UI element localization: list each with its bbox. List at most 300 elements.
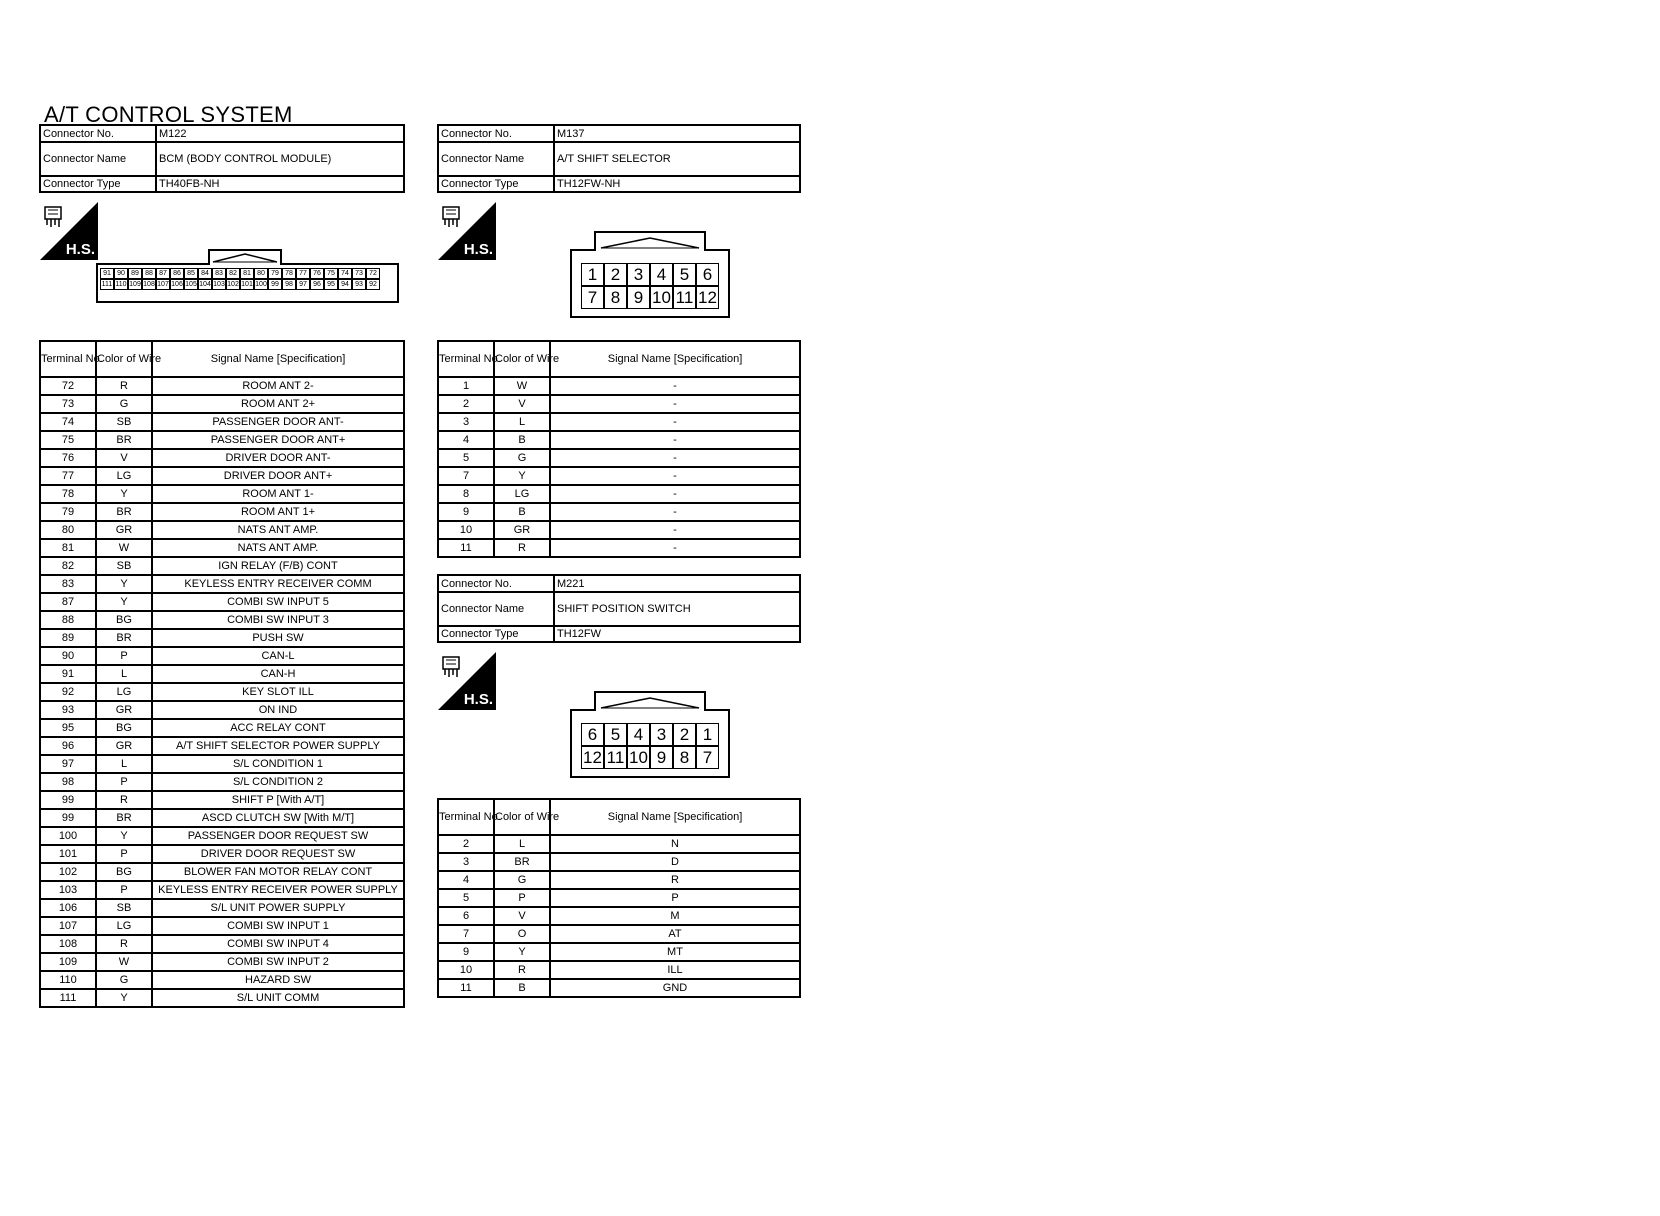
table-row — [40, 827, 404, 845]
terminal-no-cell: 83 — [40, 575, 96, 593]
signal-name-cell: CAN-L — [152, 647, 404, 665]
terminal-no-cell: 80 — [40, 521, 96, 539]
pin-cell: 87 — [156, 268, 170, 279]
signal-name-cell: DRIVER DOOR REQUEST SW — [152, 845, 404, 863]
connector-type-label: Connector Type — [438, 626, 554, 642]
signal-name-cell: - — [550, 467, 800, 485]
terminal-no-cell: 91 — [40, 665, 96, 683]
wire-color-cell: Y — [494, 467, 550, 485]
signal-name-cell: - — [550, 503, 800, 521]
wire-color-cell: P — [96, 773, 152, 791]
terminal-no-cell: 1 — [438, 377, 494, 395]
pin-cell: 93 — [352, 279, 366, 290]
m137-pin-table — [437, 340, 801, 558]
wire-color-cell: P — [96, 881, 152, 899]
table-row — [40, 755, 404, 773]
wire-color-cell: BG — [96, 863, 152, 881]
pin-cell: 102 — [227, 281, 239, 288]
pin-cell: 6 — [696, 263, 719, 286]
connector-icon — [441, 655, 463, 679]
wire-color-cell: B — [494, 431, 550, 449]
wire-color-cell: V — [96, 449, 152, 467]
terminal-no-cell: 7 — [438, 925, 494, 943]
pin-cell: 106 — [171, 281, 183, 288]
signal-name-cell: S/L UNIT POWER SUPPLY — [152, 899, 404, 917]
connector-name-label: Connector Name — [40, 142, 156, 176]
wire-color-cell: GR — [96, 701, 152, 719]
table-row — [438, 889, 800, 907]
table-row — [40, 863, 404, 881]
pin-cell: 7 — [581, 286, 604, 309]
wire-color-cell: G — [494, 449, 550, 467]
wire-color-cell: B — [494, 979, 550, 997]
table-row — [40, 377, 404, 395]
terminal-no-cell: 6 — [438, 907, 494, 925]
connector-name-value: A/T SHIFT SELECTOR — [554, 142, 800, 176]
wire-color-cell: GR — [96, 521, 152, 539]
signal-name-cell: PASSENGER DOOR ANT- — [152, 413, 404, 431]
wire-color-cell: SB — [96, 899, 152, 917]
wire-color-cell: LG — [96, 467, 152, 485]
table-row — [40, 611, 404, 629]
terminal-no-cell: 108 — [40, 935, 96, 953]
pin-cell: 103 — [213, 281, 225, 288]
page-title: A/T CONTROL SYSTEM — [44, 102, 293, 127]
connector-no-label: Connector No. — [438, 125, 554, 142]
wire-color-cell: Y — [96, 989, 152, 1007]
terminal-no-cell: 100 — [40, 827, 96, 845]
signal-name-cell: BLOWER FAN MOTOR RELAY CONT — [152, 863, 404, 881]
terminal-no-cell: 75 — [40, 431, 96, 449]
hs-label: H.S. — [463, 241, 493, 258]
m137-info-table — [437, 124, 801, 193]
wire-color-cell: BR — [96, 809, 152, 827]
signal-name-cell: ROOM ANT 2+ — [152, 395, 404, 413]
terminal-no-cell: 10 — [438, 961, 494, 979]
terminal-no-cell: 92 — [40, 683, 96, 701]
m122-pin-table — [39, 340, 405, 1008]
signal-name-cell: - — [550, 395, 800, 413]
pin-cell: 74 — [338, 268, 352, 279]
pin-cell: 7 — [696, 746, 719, 769]
wire-color-cell: Y — [96, 593, 152, 611]
table-row — [40, 665, 404, 683]
pin-cell: 10 — [650, 286, 673, 309]
table-row — [40, 413, 404, 431]
color-of-wire-header: Color of Wire — [494, 799, 550, 835]
terminal-no-cell: 99 — [40, 809, 96, 827]
table-row — [40, 431, 404, 449]
signal-name-cell: - — [550, 485, 800, 503]
pin-cell: 5 — [604, 723, 627, 746]
terminal-no-cell: 102 — [40, 863, 96, 881]
terminal-no-cell: 73 — [40, 395, 96, 413]
table-row — [40, 575, 404, 593]
table-row — [40, 809, 404, 827]
signal-name-cell: DRIVER DOOR ANT- — [152, 449, 404, 467]
wire-color-cell: BR — [96, 431, 152, 449]
signal-name-cell: SHIFT P [With A/T] — [152, 791, 404, 809]
table-row — [40, 593, 404, 611]
wire-color-cell: L — [96, 755, 152, 773]
terminal-no-cell: 107 — [40, 917, 96, 935]
signal-name-cell: S/L CONDITION 2 — [152, 773, 404, 791]
table-row — [40, 395, 404, 413]
terminal-no-cell: 89 — [40, 629, 96, 647]
m221-pin-table — [437, 798, 801, 998]
terminal-no-cell: 10 — [438, 521, 494, 539]
pin-cell: 104 — [199, 281, 211, 288]
terminal-no-cell: 82 — [40, 557, 96, 575]
wire-color-cell: R — [96, 791, 152, 809]
pin-cell: 110 — [115, 281, 127, 288]
signal-name-cell: GND — [550, 979, 800, 997]
wire-color-cell: LG — [494, 485, 550, 503]
wire-color-cell: G — [96, 395, 152, 413]
pin-cell: 12 — [581, 746, 604, 769]
signal-name-cell: ILL — [550, 961, 800, 979]
signal-name-cell: NATS ANT AMP. — [152, 539, 404, 557]
connector-no-label: Connector No. — [40, 125, 156, 142]
table-row — [40, 683, 404, 701]
terminal-no-cell: 78 — [40, 485, 96, 503]
table-row — [40, 719, 404, 737]
table-row — [40, 503, 404, 521]
signal-name-cell: N — [550, 835, 800, 853]
terminal-no-cell: 5 — [438, 449, 494, 467]
pin-cell: 79 — [268, 268, 282, 279]
signal-name-cell: - — [550, 449, 800, 467]
m221-info-table — [437, 574, 801, 643]
wire-color-cell: G — [494, 871, 550, 889]
pin-cell: 85 — [184, 268, 198, 279]
pin-cell: 5 — [673, 263, 696, 286]
terminal-no-cell: 110 — [40, 971, 96, 989]
wire-color-cell: V — [494, 395, 550, 413]
signal-name-cell: AT — [550, 925, 800, 943]
table-row — [438, 377, 800, 395]
terminal-no-cell: 9 — [438, 503, 494, 521]
terminal-no-cell: 106 — [40, 899, 96, 917]
terminal-no-cell: 9 — [438, 943, 494, 961]
terminal-no-cell: 77 — [40, 467, 96, 485]
pin-cell: 90 — [114, 268, 128, 279]
table-row — [438, 449, 800, 467]
connector-type-value: TH12FW-NH — [554, 176, 800, 192]
signal-name-cell: KEY SLOT ILL — [152, 683, 404, 701]
signal-name-cell: S/L CONDITION 1 — [152, 755, 404, 773]
signal-name-cell: MT — [550, 943, 800, 961]
pin-cell: 99 — [268, 279, 282, 290]
table-row — [40, 629, 404, 647]
signal-name-cell: NATS ANT AMP. — [152, 521, 404, 539]
signal-name-cell: HAZARD SW — [152, 971, 404, 989]
signal-name-cell: A/T SHIFT SELECTOR POWER SUPPLY — [152, 737, 404, 755]
table-row — [40, 989, 404, 1007]
hs-label: H.S. — [65, 241, 95, 258]
wire-color-cell: B — [494, 503, 550, 521]
signal-name-cell: S/L UNIT COMM — [152, 989, 404, 1007]
signal-name-cell: KEYLESS ENTRY RECEIVER COMM — [152, 575, 404, 593]
table-row — [438, 395, 800, 413]
signal-name-cell: IGN RELAY (F/B) CONT — [152, 557, 404, 575]
table-row — [40, 899, 404, 917]
pin-cell: 9 — [627, 286, 650, 309]
wire-color-cell: R — [96, 377, 152, 395]
connector-type-label: Connector Type — [40, 176, 156, 192]
terminal-no-cell: 76 — [40, 449, 96, 467]
table-row — [438, 467, 800, 485]
terminal-no-cell: 93 — [40, 701, 96, 719]
wire-color-cell: L — [96, 665, 152, 683]
wire-color-cell: BG — [96, 611, 152, 629]
pin-cell: 6 — [581, 723, 604, 746]
pin-cell: 1 — [696, 723, 719, 746]
terminal-no-cell: 88 — [40, 611, 96, 629]
terminal-no-header: Terminal No. — [40, 341, 96, 377]
wire-color-cell: G — [96, 971, 152, 989]
connector-no-value: M122 — [156, 125, 404, 142]
pin-cell: 97 — [296, 279, 310, 290]
pin-cell: 3 — [650, 723, 673, 746]
connector-no-value: M137 — [554, 125, 800, 142]
connector-name-value: SHIFT POSITION SWITCH — [554, 592, 800, 626]
pin-cell: 88 — [142, 268, 156, 279]
wire-color-cell: LG — [96, 917, 152, 935]
signal-name-cell: ROOM ANT 2- — [152, 377, 404, 395]
color-of-wire-header: Color of Wire — [96, 341, 152, 377]
terminal-no-cell: 96 — [40, 737, 96, 755]
wire-color-cell: BR — [96, 503, 152, 521]
connector-no-label: Connector No. — [438, 575, 554, 592]
wire-color-cell: W — [96, 539, 152, 557]
signal-name-cell: M — [550, 907, 800, 925]
table-row — [438, 431, 800, 449]
terminal-no-header: Terminal No. — [438, 341, 494, 377]
signal-name-cell: ROOM ANT 1- — [152, 485, 404, 503]
signal-name-cell: ACC RELAY CONT — [152, 719, 404, 737]
pin-cell: 111 — [101, 281, 113, 288]
wire-color-cell: SB — [96, 557, 152, 575]
table-row — [40, 701, 404, 719]
signal-name-cell: - — [550, 431, 800, 449]
signal-name-cell: PUSH SW — [152, 629, 404, 647]
terminal-no-cell: 101 — [40, 845, 96, 863]
pin-cell: 77 — [296, 268, 310, 279]
table-row — [438, 853, 800, 871]
signal-name-cell: KEYLESS ENTRY RECEIVER POWER SUPPLY — [152, 881, 404, 899]
wire-color-cell: L — [494, 413, 550, 431]
table-row — [438, 943, 800, 961]
table-row — [438, 961, 800, 979]
signal-name-cell: CAN-H — [152, 665, 404, 683]
terminal-no-cell: 4 — [438, 431, 494, 449]
pin-cell: 1 — [581, 263, 604, 286]
signal-name-cell: R — [550, 871, 800, 889]
pin-cell: 10 — [627, 746, 650, 769]
signal-name-cell: - — [550, 413, 800, 431]
hs-symbol-m137 — [438, 202, 496, 260]
terminal-no-header: Terminal No. — [438, 799, 494, 835]
connector-name-value: BCM (BODY CONTROL MODULE) — [156, 142, 404, 176]
m221-pin-grid — [581, 723, 719, 769]
pin-cell: 96 — [310, 279, 324, 290]
pin-cell: 76 — [310, 268, 324, 279]
table-row — [40, 971, 404, 989]
wire-color-cell: O — [494, 925, 550, 943]
terminal-no-cell: 81 — [40, 539, 96, 557]
table-row — [40, 539, 404, 557]
pin-cell: 105 — [185, 281, 197, 288]
m122-pin-grid — [100, 268, 380, 290]
pin-cell: 86 — [170, 268, 184, 279]
pin-cell: 73 — [352, 268, 366, 279]
pin-cell: 100 — [255, 281, 267, 288]
pin-cell: 78 — [282, 268, 296, 279]
connector-name-label: Connector Name — [438, 142, 554, 176]
wire-color-cell: R — [494, 961, 550, 979]
connector-icon — [43, 205, 65, 229]
table-row — [438, 835, 800, 853]
wire-color-cell: R — [494, 539, 550, 557]
table-row — [40, 521, 404, 539]
pin-cell: 81 — [240, 268, 254, 279]
table-row — [40, 449, 404, 467]
wire-color-cell: W — [494, 377, 550, 395]
terminal-no-cell: 3 — [438, 853, 494, 871]
pin-cell: 95 — [324, 279, 338, 290]
terminal-no-cell: 4 — [438, 871, 494, 889]
wire-color-cell: BR — [494, 853, 550, 871]
terminal-no-cell: 99 — [40, 791, 96, 809]
terminal-no-cell: 8 — [438, 485, 494, 503]
signal-name-cell: PASSENGER DOOR REQUEST SW — [152, 827, 404, 845]
pin-cell: 75 — [324, 268, 338, 279]
connector-no-value: M221 — [554, 575, 800, 592]
pin-cell: 84 — [198, 268, 212, 279]
wire-color-cell: V — [494, 907, 550, 925]
table-row — [40, 557, 404, 575]
pin-cell: 2 — [673, 723, 696, 746]
pin-cell: 98 — [282, 279, 296, 290]
wire-color-cell: L — [494, 835, 550, 853]
terminal-no-cell: 109 — [40, 953, 96, 971]
wire-color-cell: GR — [96, 737, 152, 755]
pin-cell: 82 — [226, 268, 240, 279]
connector-type-value: TH12FW — [554, 626, 800, 642]
terminal-no-cell: 2 — [438, 835, 494, 853]
signal-name-cell: - — [550, 521, 800, 539]
pin-cell: 8 — [604, 286, 627, 309]
wire-color-cell: BR — [96, 629, 152, 647]
signal-name-cell: COMBI SW INPUT 1 — [152, 917, 404, 935]
table-row — [40, 791, 404, 809]
terminal-no-cell: 72 — [40, 377, 96, 395]
m122-info-table — [39, 124, 405, 193]
pin-cell: 83 — [212, 268, 226, 279]
terminal-no-cell: 11 — [438, 979, 494, 997]
terminal-no-cell: 79 — [40, 503, 96, 521]
wire-color-cell: P — [96, 647, 152, 665]
pin-cell: 4 — [627, 723, 650, 746]
terminal-no-cell: 5 — [438, 889, 494, 907]
signal-name-cell: PASSENGER DOOR ANT+ — [152, 431, 404, 449]
terminal-no-cell: 87 — [40, 593, 96, 611]
pin-cell: 9 — [650, 746, 673, 769]
pin-cell: 11 — [604, 746, 627, 769]
wire-color-cell: LG — [96, 683, 152, 701]
terminal-no-cell: 90 — [40, 647, 96, 665]
signal-name-cell: D — [550, 853, 800, 871]
signal-name-cell: ASCD CLUTCH SW [With M/T] — [152, 809, 404, 827]
table-row — [438, 907, 800, 925]
table-row — [40, 881, 404, 899]
signal-name-cell: COMBI SW INPUT 3 — [152, 611, 404, 629]
table-row — [438, 485, 800, 503]
signal-name-cell: COMBI SW INPUT 4 — [152, 935, 404, 953]
wire-color-cell: Y — [96, 827, 152, 845]
pin-cell: 89 — [128, 268, 142, 279]
wire-color-cell: Y — [494, 943, 550, 961]
connector-type-value: TH40FB-NH — [156, 176, 404, 192]
pin-cell: 80 — [254, 268, 268, 279]
wire-color-cell: P — [494, 889, 550, 907]
table-row — [40, 935, 404, 953]
table-row — [40, 953, 404, 971]
signal-name-cell: ROOM ANT 1+ — [152, 503, 404, 521]
terminal-no-cell: 111 — [40, 989, 96, 1007]
pin-cell: 12 — [696, 286, 719, 309]
wire-color-cell: GR — [494, 521, 550, 539]
connector-icon — [441, 205, 463, 229]
pin-cell: 8 — [673, 746, 696, 769]
terminal-no-cell: 97 — [40, 755, 96, 773]
m137-pin-grid — [581, 263, 719, 309]
terminal-no-cell: 95 — [40, 719, 96, 737]
terminal-no-cell: 11 — [438, 539, 494, 557]
table-row — [438, 521, 800, 539]
pin-cell: 2 — [604, 263, 627, 286]
pin-cell: 11 — [673, 286, 696, 309]
pin-cell: 107 — [157, 281, 169, 288]
table-row — [438, 539, 800, 557]
wire-color-cell: SB — [96, 413, 152, 431]
pin-cell: 101 — [241, 281, 253, 288]
signal-name-cell: DRIVER DOOR ANT+ — [152, 467, 404, 485]
terminal-no-cell: 2 — [438, 395, 494, 413]
terminal-no-cell: 7 — [438, 467, 494, 485]
wire-color-cell: P — [96, 845, 152, 863]
signal-name-cell: COMBI SW INPUT 2 — [152, 953, 404, 971]
terminal-no-cell: 98 — [40, 773, 96, 791]
pin-cell: 108 — [143, 281, 155, 288]
table-row — [40, 485, 404, 503]
terminal-no-cell: 103 — [40, 881, 96, 899]
table-row — [438, 413, 800, 431]
pin-cell: 91 — [100, 268, 114, 279]
pin-cell: 109 — [129, 281, 141, 288]
hs-symbol-m221 — [438, 652, 496, 710]
signal-name-cell: P — [550, 889, 800, 907]
terminal-no-cell: 3 — [438, 413, 494, 431]
signal-name-cell: - — [550, 539, 800, 557]
hs-symbol-m122 — [40, 202, 98, 260]
signal-name-cell: ON IND — [152, 701, 404, 719]
connector-name-label: Connector Name — [438, 592, 554, 626]
table-row — [438, 503, 800, 521]
pin-cell: 94 — [338, 279, 352, 290]
signal-name-cell: COMBI SW INPUT 5 — [152, 593, 404, 611]
